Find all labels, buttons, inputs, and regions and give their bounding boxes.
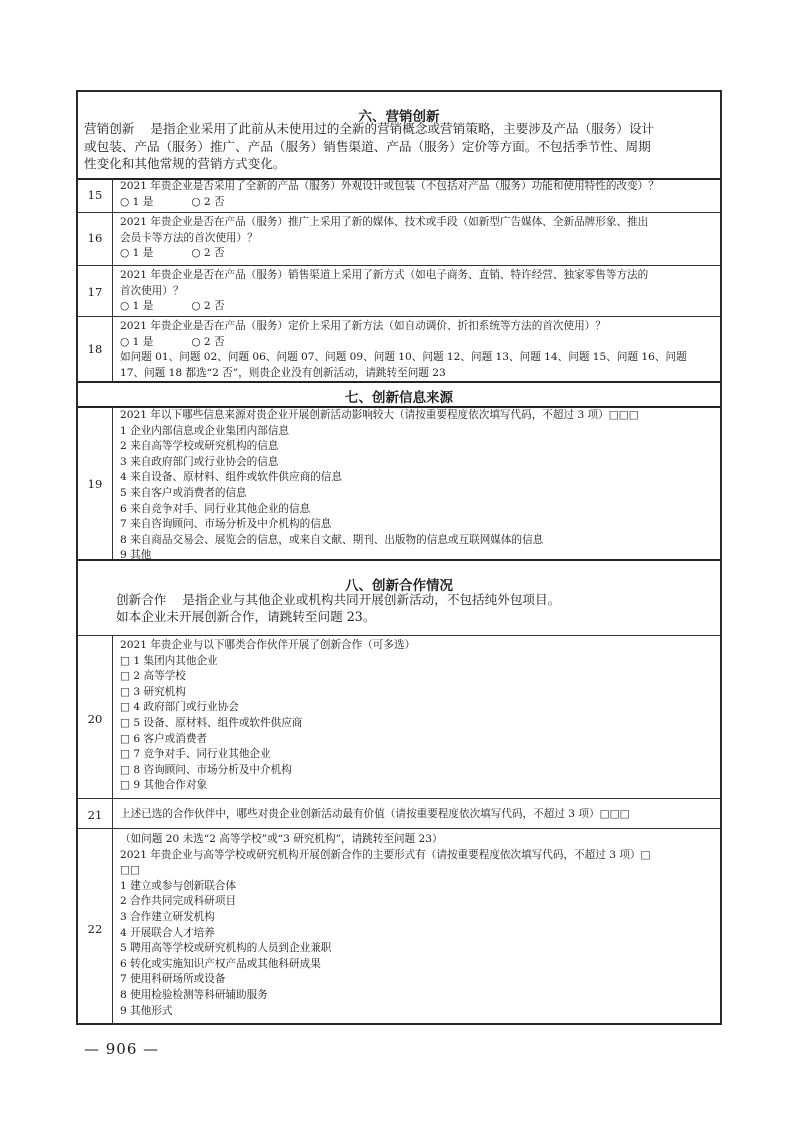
option-item: 3 来自政府部门或行业协会的信息 (120, 455, 279, 468)
option-item: 2 来自高等学校或研究机构的信息 (120, 440, 279, 453)
section-8-title: 八、创新合作情况 (345, 578, 453, 594)
checkbox-option[interactable]: □ 6 客户或消费者 (120, 732, 208, 745)
option-item: 5 来自客户或消费者的信息 (120, 486, 247, 499)
option-no[interactable]: ○ 2 否 (191, 335, 225, 348)
question-number-16: 16 (87, 231, 103, 245)
question-17: 2021 年贵企业是否在产品（服务）销售渠道上采用了新方式（如电子商务、直销、特许经营、独家零售等方法的 首次使用）？ ○ 1 是 ○ 2 否 (120, 269, 649, 313)
question-number-19: 19 (87, 477, 103, 491)
option-item: 4 开展联合人才培养 (120, 926, 215, 939)
checkbox-option[interactable]: □ 7 竞争对手、同行业其他企业 (120, 748, 271, 761)
option-item: 3 合作建立研发机构 (120, 910, 215, 923)
question-number-21: 21 (87, 808, 103, 822)
divider (78, 828, 720, 829)
checkbox-option[interactable]: □ 9 其他合作对象 (120, 779, 208, 792)
skip-note: 如问题 01、问题 02、问题 06、问题 07、问题 09、问题 10、问题 12、问题 13、问题 14、问题 15、问题 16、问题 (120, 351, 687, 364)
option-item: 9 其他 (120, 549, 152, 562)
section-6-term: 营销创新 (84, 121, 135, 136)
option-item: 1 企业内部信息或企业集团内部信息 (120, 424, 290, 437)
checkbox-option[interactable]: □ 3 研究机构 (120, 685, 186, 698)
section-8-term: 创新合作 (116, 592, 167, 607)
option-item: 2 合作共同完成科研项目 (120, 895, 237, 908)
question-number-20: 20 (87, 712, 103, 726)
option-yes[interactable]: ○ 1 是 (120, 195, 154, 208)
checkbox-option[interactable]: □ 5 设备、原材料、组件或软件供应商 (120, 716, 303, 729)
option-no[interactable]: ○ 2 否 (191, 247, 225, 260)
checkbox-option[interactable]: □ 2 高等学校 (120, 670, 186, 683)
page-number: — 906 — (84, 1040, 160, 1058)
option-item: 7 使用科研场所或设备 (120, 973, 226, 986)
survey-form-table (76, 90, 722, 1025)
option-yes[interactable]: ○ 1 是 (120, 300, 154, 313)
option-yes[interactable]: ○ 1 是 (120, 247, 154, 260)
section-8-note: 如本企业未开展创新合作，请跳转至问题 23。 (116, 609, 376, 624)
option-item: 9 其他形式 (120, 1004, 173, 1017)
question-20: 2021 年贵企业与以下哪类合作伙伴开展了创新合作（可多选） □ 1 集团内其他企业 □ 2 高等学校 □ 3 研究机构 □ 4 政府部门或行业协会 □ 5 设备、原材料、组件或软件供应商 □ 6 客户或消费者 □ 7 竞争对手、同行业其他企业 □ 8 咨询顾问、市场分析及中介机构 □ 9 其他合作对象 (120, 638, 714, 794)
divider (78, 265, 720, 266)
question-number-17: 17 (87, 285, 103, 299)
question-22: （如问题 20 未选“2 高等学校”或“3 研究机构”，请跳转至问题 23） 2021 年贵企业与高等学校或研究机构开展创新合作的主要形式有（请按重要程度依次填写代码，不超过 3 项）□ □□ 1 建立或参与创新联合体 2 合作共同完成科研项目 3 合作建立研发机构 4 开展联合人才培养 5 聘用高等学校或研究机构的人员到企业兼职 6 转化或实施知识产权产品或其他科研成果 7 使用科研场所或设备 8 使用检验检测等科研辅助服务 9 其他形式 (120, 832, 714, 1019)
question-21: 上述已选的合作伙伴中，哪些对贵企业创新活动最有价值（请按重要程度依次填写代码，不超过 3 项）□□□ (120, 808, 630, 820)
column-rule (112, 178, 113, 381)
question-16: 2021 年贵企业是否在产品（服务）推广上采用了新的媒体、技术或手段（如新型广告媒体、全新品牌形象、推出 会员卡等方法的首次使用）？ ○ 1 是 ○ 2 否 (120, 216, 649, 260)
option-item: 7 来自咨询顾问、市场分析及中介机构的信息 (120, 518, 332, 531)
question-number-18: 18 (87, 342, 103, 356)
question-18: 2021 年贵企业是否在产品（服务）定价上采用了新方法（如自动调价、折扣系统等方法的首次使用）？ ○ 1 是 ○ 2 否 如问题 01、问题 02、问题 06、问题 07、问题 09、问题 10、问题 12、问题 13、问题 14、问题 15、问题 16、问题 17、问题 18 都选“2 否”，则贵企业没有创新活动，请跳转至问题 23 (120, 319, 714, 381)
option-no[interactable]: ○ 2 否 (191, 195, 225, 208)
option-item: 5 聘用高等学校或研究机构的人员到企业兼职 (120, 942, 332, 955)
option-item: 6 来自竞争对手、同行业其他企业的信息 (120, 502, 311, 515)
option-item: 8 使用检验检测等科研辅助服务 (120, 988, 268, 1001)
question-number-15: 15 (87, 188, 103, 202)
option-item: 6 转化或实施知识产权产品或其他科研成果 (120, 957, 321, 970)
checkbox-option[interactable]: □ 4 政府部门或行业协会 (120, 701, 239, 714)
divider (78, 798, 720, 799)
option-item: 4 来自设备、原材料、组件或软件供应商的信息 (120, 471, 342, 484)
section-8-definition: 创新合作 是指企业与其他企业或机构共同开展创新活动，不包括纯外包项目。 如本企业未开展创新合作，请跳转至问题 23。 (116, 591, 714, 625)
checkbox-option[interactable]: □ 8 咨询顾问、市场分析及中介机构 (120, 763, 292, 776)
section-7-title: 七、创新信息来源 (345, 390, 453, 406)
question-22-precondition: （如问题 20 未选“2 高等学校”或“3 研究机构”，请跳转至问题 23） (120, 833, 443, 845)
option-item: 1 建立或参与创新联合体 (120, 879, 237, 892)
question-15 (120, 179, 714, 210)
divider (78, 559, 720, 561)
divider (78, 316, 720, 317)
question-19: 2021 年以下哪些信息来源对贵企业开展创新活动影响较大（请按重要程度依次填写代码，不超过 3 项）□□□ 1 企业内部信息或企业集团内部信息 2 来自高等学校或研究机构的信息 3 来自政府部门或行业协会的信息 4 来自设备、原材料、组件或软件供应商的信息 5 来自客户或消费者的信息 6 来自竞争对手、同行业其他企业的信息 7 来自咨询顾问、市场分析及中介机构的信息 8 来自商品交易会、展览会的信息，或来自文献、期刊、出版物的信息或互联网媒体的信息 9 其他 (120, 408, 714, 564)
option-no[interactable]: ○ 2 否 (191, 300, 225, 313)
column-rule (112, 635, 113, 1025)
section-6-definition: 营销创新 是指企业采用了此前从未使用过的全新的营销概念或营销策略，主要涉及产品（服务）设计 或包装、产品（服务）推广、产品（服务）销售渠道、产品（服务）定价等方面。不包括季节性、周期 性变化和其他常规的营销方式变化。 (84, 121, 655, 171)
divider (78, 381, 720, 383)
section-6-title: 六、营销创新 (358, 109, 440, 125)
checkbox-option[interactable]: □ 1 集团内其他企业 (120, 654, 218, 667)
option-yes[interactable]: ○ 1 是 (120, 335, 154, 348)
divider (78, 635, 720, 636)
divider (78, 212, 720, 213)
question-number-22: 22 (87, 922, 103, 936)
question-15-text: 2021 年贵企业是否采用了全新的产品（服务）外观设计或包装（不包括对产品（服务）功能和使用特性的改变）？ (120, 180, 659, 192)
column-rule (112, 406, 113, 559)
option-item: 8 来自商品交易会、展览会的信息，或来自文献、期刊、出版物的信息或互联网媒体的信息 (120, 533, 544, 546)
